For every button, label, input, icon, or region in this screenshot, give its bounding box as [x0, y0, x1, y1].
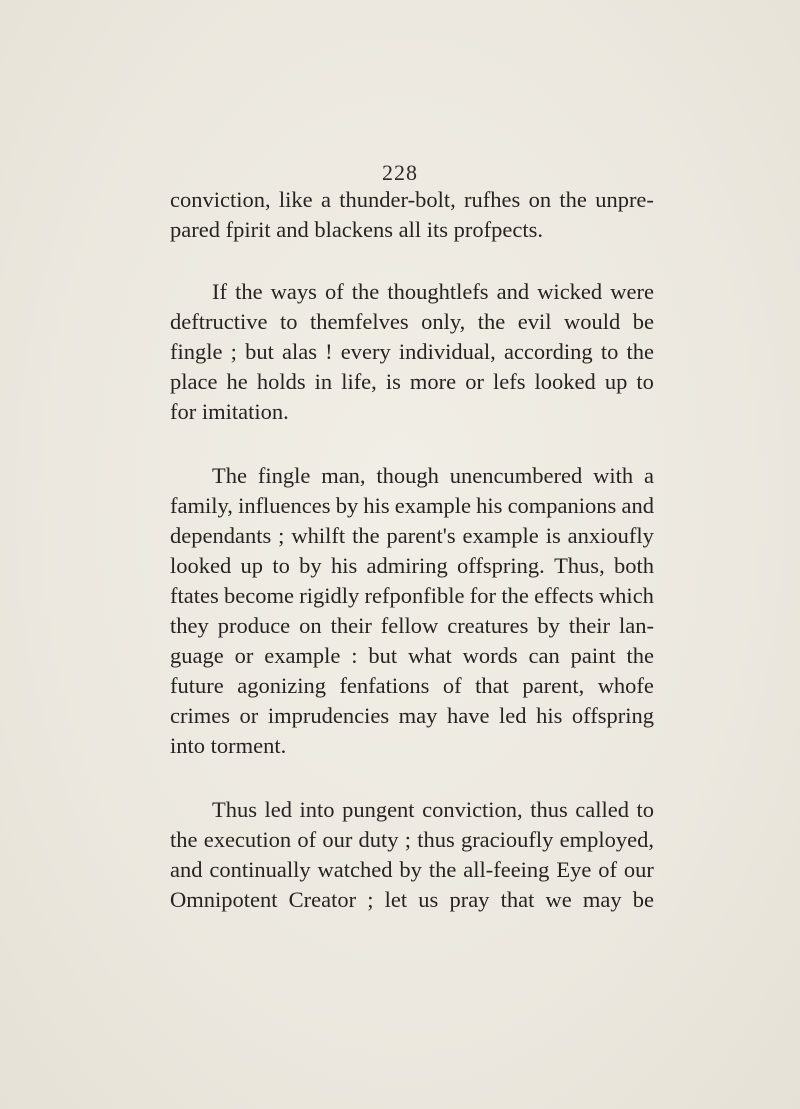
text-line: fingle ; but alas ! every individual, according to the — [170, 339, 654, 364]
body-text — [170, 185, 654, 915]
text-line: place he holds in life, is more or lefs looked up to — [170, 369, 654, 394]
text-line: guage or example : but what words can paint the — [170, 643, 654, 668]
text-line: If the ways of the thoughtlefs and wicked were — [212, 279, 654, 304]
text-line: the execution of our duty ; thus gracioufly employed, — [170, 827, 654, 852]
text-line: ftates become rigidly refponfible for the effects which — [170, 583, 654, 608]
text-line: they produce on their fellow creatures by their lan- — [170, 613, 654, 638]
text-line: looked up to by his admiring offspring. Thus, both — [170, 553, 654, 578]
text-line: The fingle man, though unencumbered with a — [212, 463, 654, 488]
text-line: Omnipotent Creator ; let us pray that we may be — [170, 887, 654, 912]
page-number: 228 — [382, 160, 418, 185]
paragraph-4 — [170, 795, 654, 915]
paragraph-1 — [170, 185, 654, 245]
paragraph-3 — [170, 461, 654, 761]
text-line: into torment. — [170, 733, 287, 758]
text-line: conviction, like a thunder-bolt, rufhes on the unpre- — [170, 187, 654, 212]
text-line: Thus led into pungent conviction, thus called to — [212, 797, 654, 822]
text-line: family, influences by his example his companions and — [170, 493, 654, 518]
text-line: pared fpirit and blackens all its profpects. — [170, 217, 543, 242]
text-line: for imitation. — [170, 399, 289, 424]
text-line: crimes or imprudencies may have led his offspring — [170, 703, 654, 728]
text-line: and continually watched by the all-feeing Eye of our — [170, 857, 654, 882]
paragraph-2 — [170, 277, 654, 427]
text-line: dependants ; whilft the parent's example is anxioufly — [170, 523, 654, 548]
text-line: future agonizing fenfations of that parent, whofe — [170, 673, 654, 698]
text-line: deftructive to themfelves only, the evil would be — [170, 309, 654, 334]
